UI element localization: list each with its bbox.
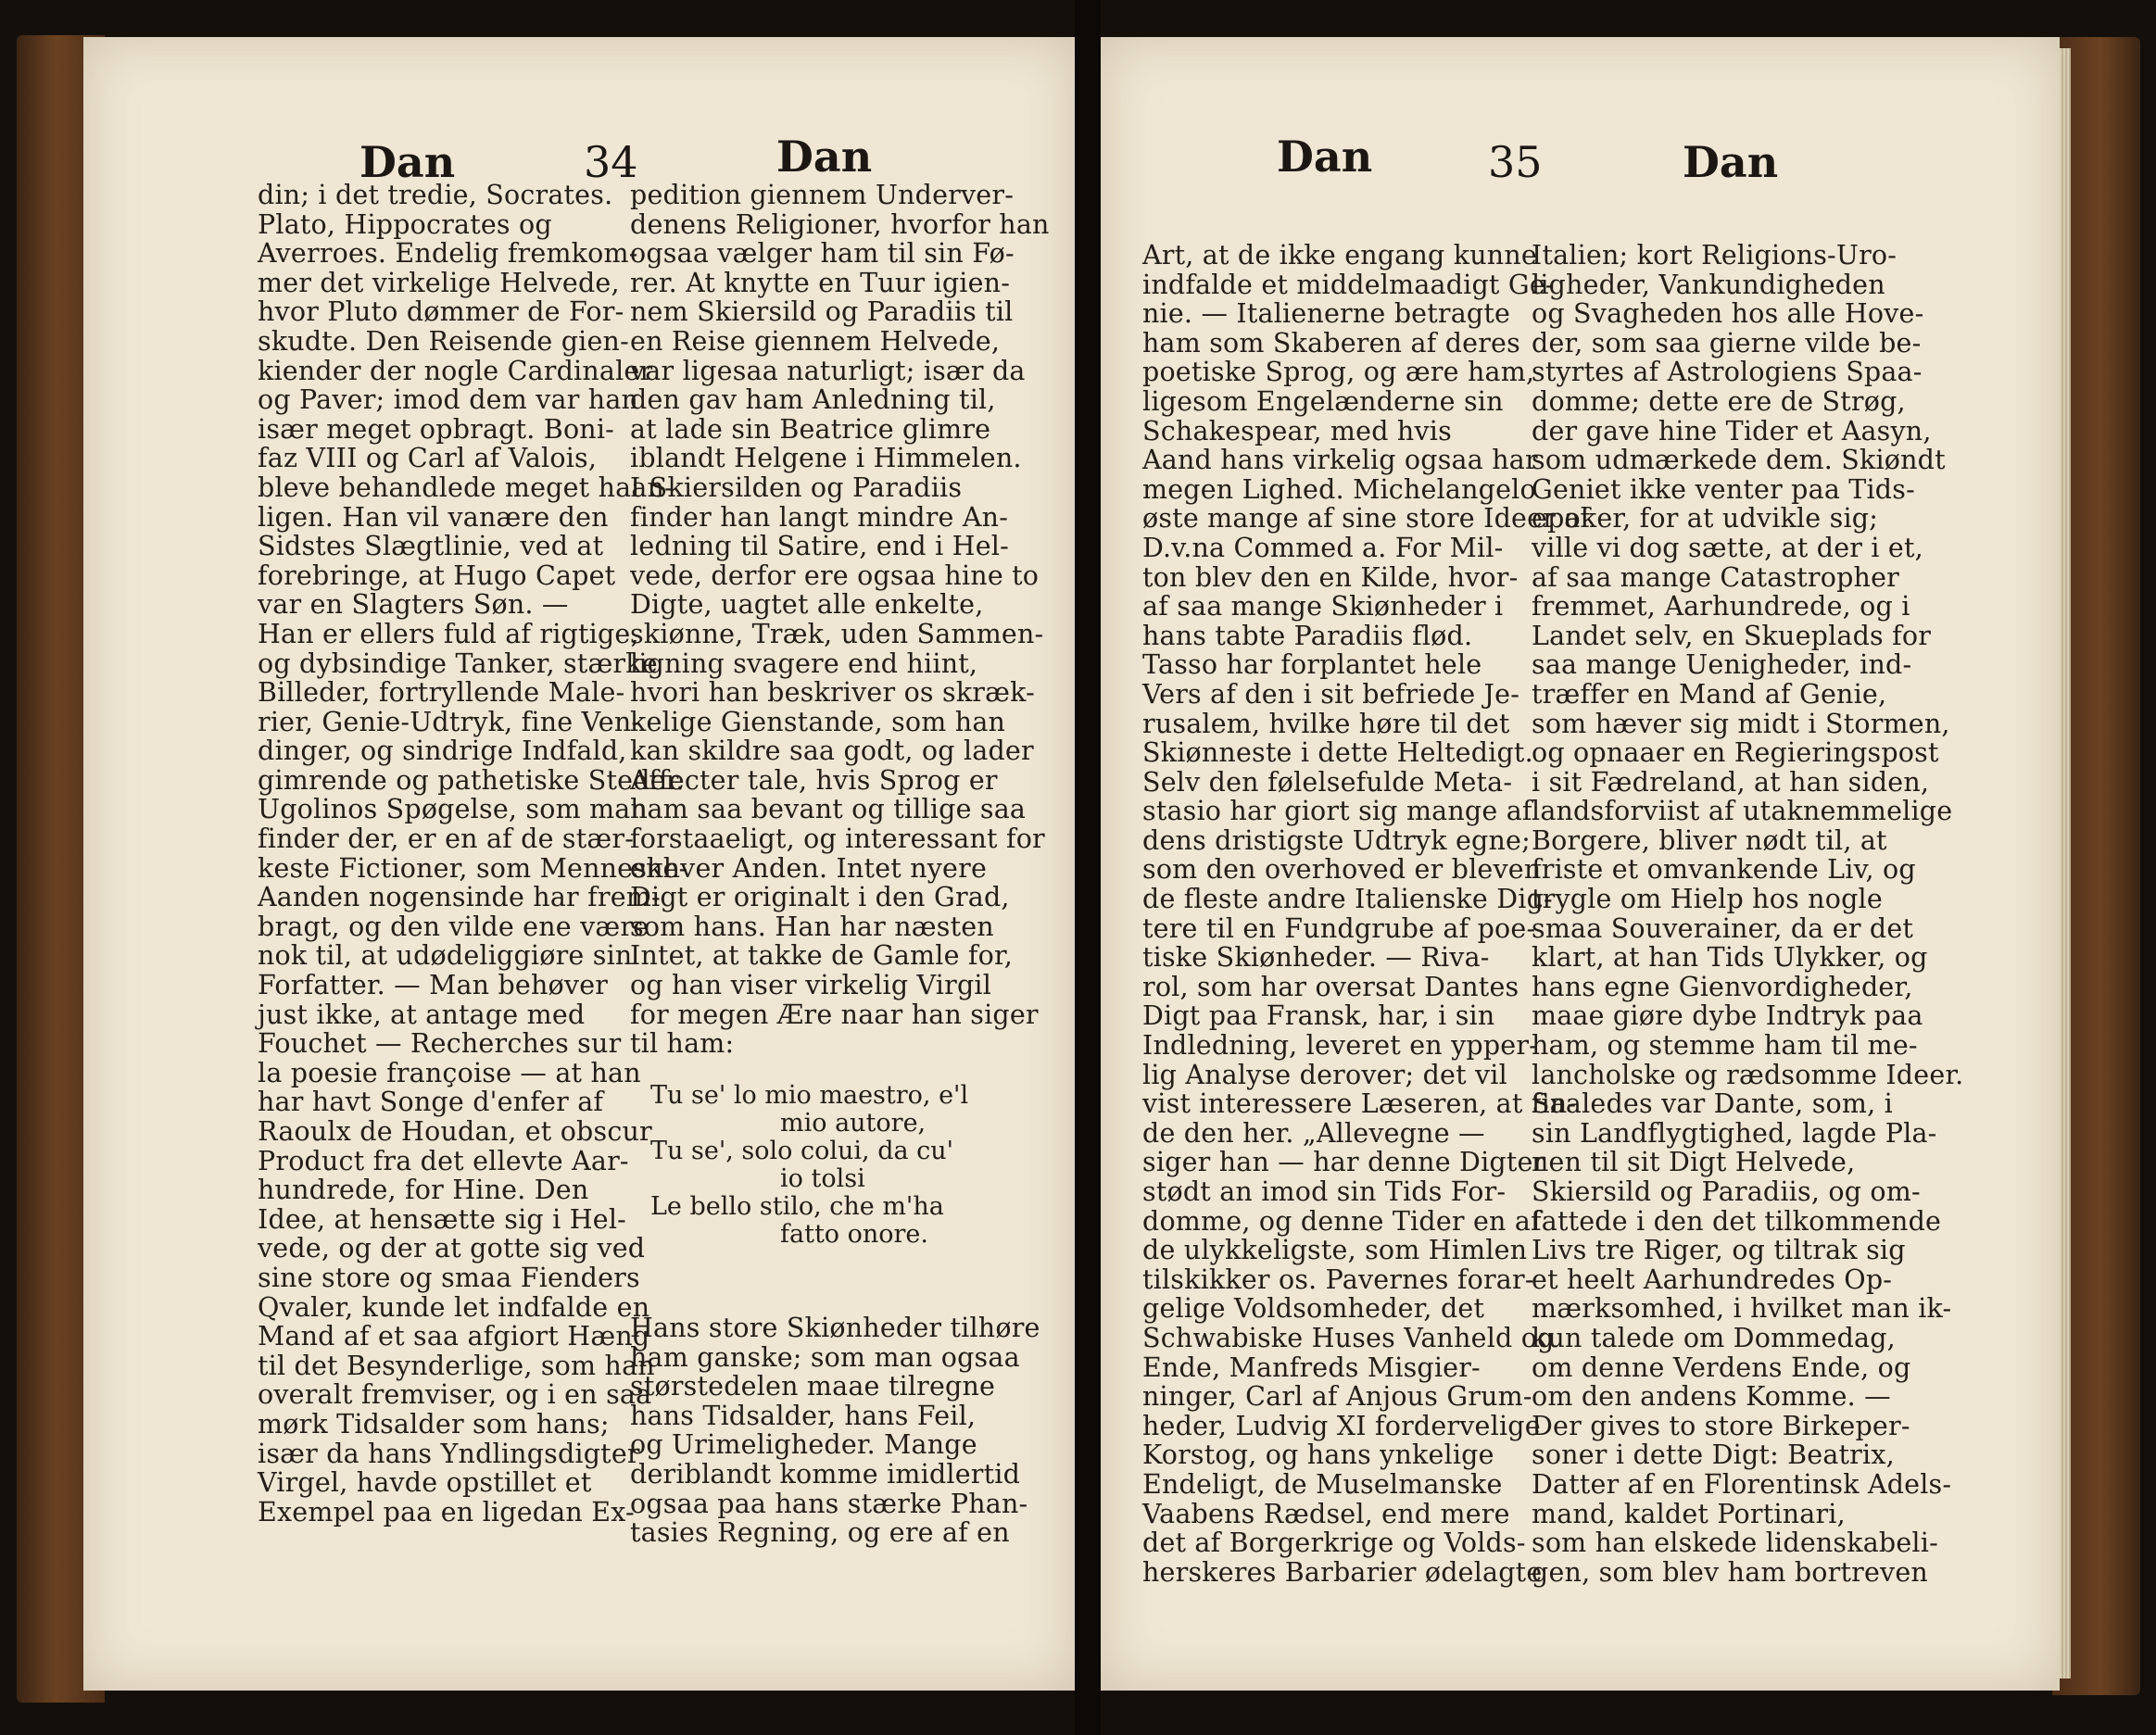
text-line: den gav ham Anledning til, [630, 384, 996, 416]
text-line: hvor Pluto dømmer de For- [258, 296, 624, 328]
text-line: Exempel paa en ligedan Ex- [258, 1496, 635, 1528]
text-line: Billeder, fortryllende Male- [258, 677, 625, 709]
text-line: af saa mange Skiønheder i [1142, 591, 1504, 622]
text-line: i sit Fædreland, at han siden, [1532, 766, 1930, 798]
text-line: heder, Ludvig XI fordervelige [1142, 1410, 1541, 1441]
text-line: og dybsindige Tanker, stærke [258, 647, 658, 679]
text-line: Affecter tale, hvis Sprog er [630, 764, 998, 796]
text-line: og Paver; imod dem var han [258, 384, 639, 416]
text-line: var en Slagters Søn. — [258, 589, 569, 621]
text-line: Digt paa Fransk, har, i sin [1142, 1000, 1495, 1032]
verse-line: io tolsi [780, 1164, 865, 1193]
text-line: kelige Gienstande, som han [630, 706, 1006, 737]
text-line: som den overhoved er bleven [1142, 854, 1542, 886]
text-line: rer. At knytte en Tuur igien- [630, 267, 1011, 298]
running-head-right: Dan [776, 132, 873, 182]
text-line: ninger, Carl af Anjous Grum- [1142, 1381, 1532, 1413]
text-line: tiske Skiønheder. — Riva- [1142, 942, 1490, 974]
text-line: Vers af den i sit befriede Je- [1142, 678, 1520, 710]
text-line: der, som saa gierne vilde be- [1532, 327, 1922, 358]
text-line: landsforviist af utaknemmelige [1532, 796, 1953, 827]
text-line: Product fra det ellevte Aar- [258, 1145, 629, 1176]
text-line: hans Tidsalder, hans Feil, [630, 1400, 977, 1431]
text-line: af saa mange Catastropher [1532, 561, 1900, 593]
text-line: hundrede, for Hine. Den [258, 1175, 589, 1206]
text-line: finder han langt mindre An- [630, 501, 1009, 533]
text-line: ligning svagere end hiint, [630, 647, 978, 679]
text-line: rier, Genie-Udtryk, fine Ven- [258, 706, 641, 737]
text-line: stødt an imod sin Tids For- [1142, 1176, 1507, 1207]
text-line: ville vi dog sætte, at der i et, [1532, 532, 1923, 563]
text-line: Landet selv, en Skueplads for [1532, 620, 1932, 651]
text-line: især meget opbragt. Boni- [258, 413, 615, 445]
text-line: la poesie françoise — at han [258, 1057, 641, 1088]
text-line: Ugolinos Spøgelse, som man [258, 794, 649, 825]
text-line: vist interessere Læseren, at fin- [1142, 1088, 1577, 1120]
text-line: Geniet ikke venter paa Tids- [1532, 473, 1915, 505]
text-line: Der gives to store Birkeper- [1532, 1410, 1910, 1441]
text-line: siger han — har denne Digter [1142, 1147, 1546, 1178]
text-line: poetiske Sprog, og ære ham, [1142, 357, 1535, 388]
text-line: kiender der nogle Cardinaler [258, 355, 653, 386]
text-line: din; i det tredie, Socrates. [258, 180, 613, 210]
text-line: stasio har giort sig mange af [1142, 796, 1532, 827]
text-line: Selv den følelsefulde Meta- [1142, 766, 1513, 798]
text-line: Hans store Skiønheder tilhøre [630, 1313, 1040, 1343]
page-number: 34 [584, 137, 638, 187]
text-line: en Reise giennem Helvede, [630, 325, 1001, 357]
text-line: skiønne, Træk, uden Sammen- [630, 618, 1044, 649]
text-line: træffer en Mand af Genie, [1532, 678, 1887, 710]
text-line: ham som Skaberen af deres [1142, 327, 1520, 358]
text-line: som han elskede lidenskabeli- [1532, 1528, 1938, 1559]
text-line: ledning til Satire, end i Hel- [630, 531, 1009, 562]
text-line: klart, at han Tids Ulykker, og [1532, 942, 1928, 974]
text-line: Digt er originalt i den Grad, [630, 882, 1010, 913]
text-line: ogsaa vælger ham til sin Fø- [630, 238, 1015, 270]
text-line: keste Fictioner, som Menneske- [258, 852, 688, 884]
text-line: fremmet, Aarhundrede, og i [1532, 591, 1910, 622]
text-line: Idee, at hensætte sig i Hel- [258, 1203, 626, 1235]
text-line: Schakespear, med hvis [1142, 415, 1452, 446]
text-line: nen til sit Digt Helvede, [1532, 1147, 1856, 1178]
text-line: Endeligt, de Muselmanske [1142, 1468, 1503, 1500]
text-line: Raoulx de Houdan, et obscur [258, 1116, 652, 1147]
text-line: sine store og smaa Fienders [258, 1262, 640, 1293]
text-line: nok til, at udødeliggiøre sin [258, 940, 633, 972]
text-line: Borgere, bliver nødt til, at [1532, 824, 1887, 856]
text-line: indfalde et middelmaadigt Ge- [1142, 269, 1555, 300]
text-line: et heelt Aarhundredes Op- [1532, 1264, 1893, 1295]
text-line: har havt Songe d'enfer af [258, 1087, 604, 1118]
left-page [83, 37, 1075, 1691]
text-line: Virgel, havde opstillet et [258, 1467, 592, 1499]
text-line: forstaaeligt, og interessant for [630, 823, 1045, 855]
text-line: nie. — Italienerne betragte [1142, 298, 1511, 330]
text-line: rol, som har oversat Dantes [1142, 971, 1519, 1002]
text-line: tilskikker os. Pavernes forar- [1142, 1264, 1534, 1295]
text-line: Saaledes var Dante, som, i [1532, 1088, 1893, 1120]
text-line: de fleste andre Italienske Dig- [1142, 884, 1553, 915]
text-line: saa mange Uenigheder, ind- [1532, 649, 1912, 681]
text-line: epoker, for at udvikle sig; [1532, 503, 1879, 534]
italian-verse-quote [650, 1082, 1002, 1249]
book-gutter [1075, 0, 1101, 1735]
text-line: som hans. Han har næsten [630, 911, 994, 942]
text-line: smaa Souverainer, da er det [1532, 912, 1914, 944]
verse-line: mio autore, [780, 1109, 927, 1138]
text-line: enhver Anden. Intet nyere [630, 852, 988, 884]
text-line: de den her. „Allevegne — [1142, 1117, 1485, 1149]
text-line: overalt fremviser, og i en saa [258, 1379, 652, 1411]
text-line: Schwabiske Huses Vanheld og [1142, 1322, 1555, 1353]
text-line: tasies Regning, og ere af en [630, 1517, 1010, 1549]
text-line: til ham: [630, 1028, 735, 1060]
text-line: tere til en Fundgrube af poe- [1142, 912, 1536, 944]
text-column-2-continued [630, 1313, 1040, 1549]
text-line: Skiønneste i dette Heltedigt. [1142, 737, 1533, 769]
text-line: ham saa bevant og tillige saa [630, 794, 1027, 825]
text-line: ton blev den en Kilde, hvor- [1142, 561, 1519, 593]
text-line: Italien; kort Religions-Uro- [1532, 240, 1898, 270]
text-line: Aand hans virkelig ogsaa har [1142, 445, 1538, 476]
text-line: hans tabte Paradiis flød. [1142, 620, 1473, 651]
text-line: for megen Ære naar han siger [630, 999, 1039, 1030]
text-line: Art, at de ikke engang kunne [1142, 240, 1537, 270]
text-line: forebringe, at Hugo Capet [258, 559, 616, 591]
text-line: og han viser virkelig Virgil [630, 970, 992, 1001]
text-line: domme, og denne Tider en af [1142, 1205, 1541, 1237]
text-line: domme; dette ere de Strøg, [1532, 385, 1906, 417]
text-line: Indledning, leveret en ypper- [1142, 1030, 1539, 1062]
text-line: gelige Voldsomheder, det [1142, 1293, 1485, 1325]
text-line: maae giøre dybe Indtryk paa [1532, 1000, 1923, 1032]
text-line: Tasso har forplantet hele [1142, 649, 1482, 681]
running-head-right: Dan [1683, 137, 1779, 187]
text-line: mand, kaldet Portinari, [1532, 1498, 1846, 1529]
text-line: hvori han beskriver os skræk- [630, 677, 1035, 709]
text-line: Averroes. Endelig fremkom- [258, 238, 638, 270]
text-line: ligesom Engelænderne sin [1142, 385, 1504, 417]
text-line: Plato, Hippocrates og [258, 208, 552, 240]
text-line: især da hans Yndlingsdigter [258, 1438, 640, 1469]
text-column-2 [1532, 240, 1964, 1588]
text-line: deriblandt komme imidlertid [630, 1458, 1021, 1490]
text-line: var ligesaa naturligt; især da [630, 355, 1026, 386]
text-line: Digte, uagtet alle enkelte, [630, 589, 984, 621]
text-line: om denne Verdens Ende, og [1532, 1352, 1911, 1383]
text-line: bragt, og den vilde ene være [258, 911, 649, 942]
text-line: Livs tre Riger, og tiltrak sig [1532, 1235, 1906, 1266]
text-line: fattede i den det tilkommende [1532, 1205, 1942, 1237]
text-line: vede, og der at gotte sig ved [258, 1233, 646, 1264]
text-line: øste mange af sine store Ideer af [1142, 503, 1591, 534]
right-page [1101, 37, 2060, 1691]
text-line: ligheder, Vankundigheden [1532, 269, 1885, 300]
text-line: mærksomhed, i hvilket man ik- [1532, 1293, 1952, 1325]
text-line: bleve behandlede meget haan- [258, 471, 674, 503]
text-column-2 [630, 180, 1050, 1060]
text-line: iblandt Helgene i Himmelen. [630, 443, 1022, 474]
text-line: og opnaaer en Regieringspost [1532, 737, 1939, 769]
text-line: denens Religioner, hvorfor han [630, 208, 1050, 240]
text-line: ogsaa paa hans stærke Phan- [630, 1488, 1028, 1519]
text-line: det af Borgerkrige og Volds- [1142, 1528, 1526, 1559]
text-line: friste et omvankende Liv, og [1532, 854, 1916, 886]
text-line: hans egne Gienvordigheder, [1532, 971, 1913, 1002]
verse-line: fatto onore. [780, 1220, 928, 1249]
text-line: Sidstes Slægtlinie, ved at [258, 531, 604, 562]
text-line: og Urimeligheder. Mange [630, 1429, 977, 1461]
text-line: størstedelen maae tilregne [630, 1371, 996, 1402]
verse-line: Tu se' lo mio maestro, e'l [650, 1081, 969, 1110]
text-line: skudte. Den Reisende gien- [258, 325, 629, 357]
text-line: rusalem, hvilke høre til det [1142, 708, 1510, 739]
text-line: og Svagheden hos alle Hove- [1532, 298, 1924, 330]
text-line: ham, og stemme ham til me- [1532, 1030, 1918, 1062]
running-head-left: Dan [359, 137, 456, 187]
text-line: de ulykkeligste, som Himlen [1142, 1235, 1528, 1266]
text-line: dens dristigste Udtryk egne; [1142, 824, 1531, 856]
text-line: vede, derfor ere ogsaa hine to [630, 559, 1040, 591]
text-line: dinger, og sindrige Indfald, [258, 735, 627, 767]
text-line: kan skildre saa godt, og lader [630, 735, 1034, 767]
text-line: nem Skiersild og Paradiis til [630, 296, 1014, 328]
text-line: gimrende og pathetiske Steder. [258, 764, 685, 796]
text-line: Han er ellers fuld af rigtige, [258, 618, 639, 649]
text-line: ham ganske; som man ogsaa [630, 1341, 1020, 1373]
text-line: Fouchet — Recherches sur [258, 1028, 622, 1060]
text-line: Aanden nogensinde har frem- [258, 882, 661, 913]
text-line: som udmærkede dem. Skiøndt [1532, 445, 1946, 476]
text-line: mer det virkelige Helvede, [258, 267, 620, 298]
text-line: gen, som blev ham bortreven [1532, 1556, 1928, 1588]
text-line: Qvaler, kunde let indfalde en [258, 1291, 650, 1323]
running-head-left: Dan [1277, 132, 1373, 182]
text-line: Forfatter. — Man behøver [258, 970, 609, 1001]
text-line: Ende, Manfreds Misgier- [1142, 1352, 1481, 1383]
text-line: mørk Tidsalder som hans; [258, 1408, 610, 1440]
text-line: faz VIII og Carl af Valois, [258, 443, 598, 474]
text-line: lancholske og rædsomme Ideer. [1532, 1059, 1964, 1090]
text-line: Intet, at takke de Gamle for, [630, 940, 1013, 972]
text-line: trygle om Hielp hos nogle [1532, 884, 1883, 915]
text-line: D.v.na Commed a. For Mil- [1142, 532, 1504, 563]
text-line: lig Analyse derover; det vil [1142, 1059, 1507, 1090]
text-line: Vaabens Rædsel, end mere [1142, 1498, 1510, 1529]
text-column-1 [1142, 240, 1591, 1588]
text-line: sin Landflygtighed, lagde Pla- [1532, 1117, 1937, 1149]
text-line: Korstog, og hans ynkelige [1142, 1440, 1494, 1471]
text-line: herskeres Barbarier ødelagte [1142, 1556, 1543, 1588]
text-line: megen Lighed. Michelangelo [1142, 473, 1536, 505]
text-line: til det Besynderlige, som han [258, 1350, 655, 1381]
text-line: Skiersild og Paradiis, og om- [1532, 1176, 1921, 1207]
page-number: 35 [1488, 137, 1543, 187]
text-line: just ikke, at antage med [258, 999, 586, 1030]
text-line: Datter af en Florentinsk Adels- [1532, 1468, 1952, 1500]
verse-line: Le bello stilo, che m'ha [650, 1192, 944, 1221]
text-line: Mand af et saa afgiort Hæng [258, 1321, 650, 1352]
text-line: finder der, er en af de stær- [258, 823, 635, 855]
text-line: styrtes af Astrologiens Spaa- [1532, 357, 1923, 388]
text-line: soner i dette Digt: Beatrix, [1532, 1440, 1895, 1471]
text-line: pedition giennem Underver- [630, 180, 1015, 210]
text-line: om den andens Komme. — [1532, 1381, 1891, 1413]
text-line: I Skiersilden og Paradiis [630, 471, 963, 503]
text-line: at lade sin Beatrice glimre [630, 413, 991, 445]
verse-line: Tu se', solo colui, da cu' [650, 1137, 954, 1165]
text-line: der gave hine Tider et Aasyn, [1532, 415, 1932, 446]
text-line: kun talede om Dommedag, [1532, 1322, 1896, 1353]
text-line: som hæver sig midt i Stormen, [1532, 708, 1950, 739]
text-line: ligen. Han vil vanære den [258, 501, 609, 533]
